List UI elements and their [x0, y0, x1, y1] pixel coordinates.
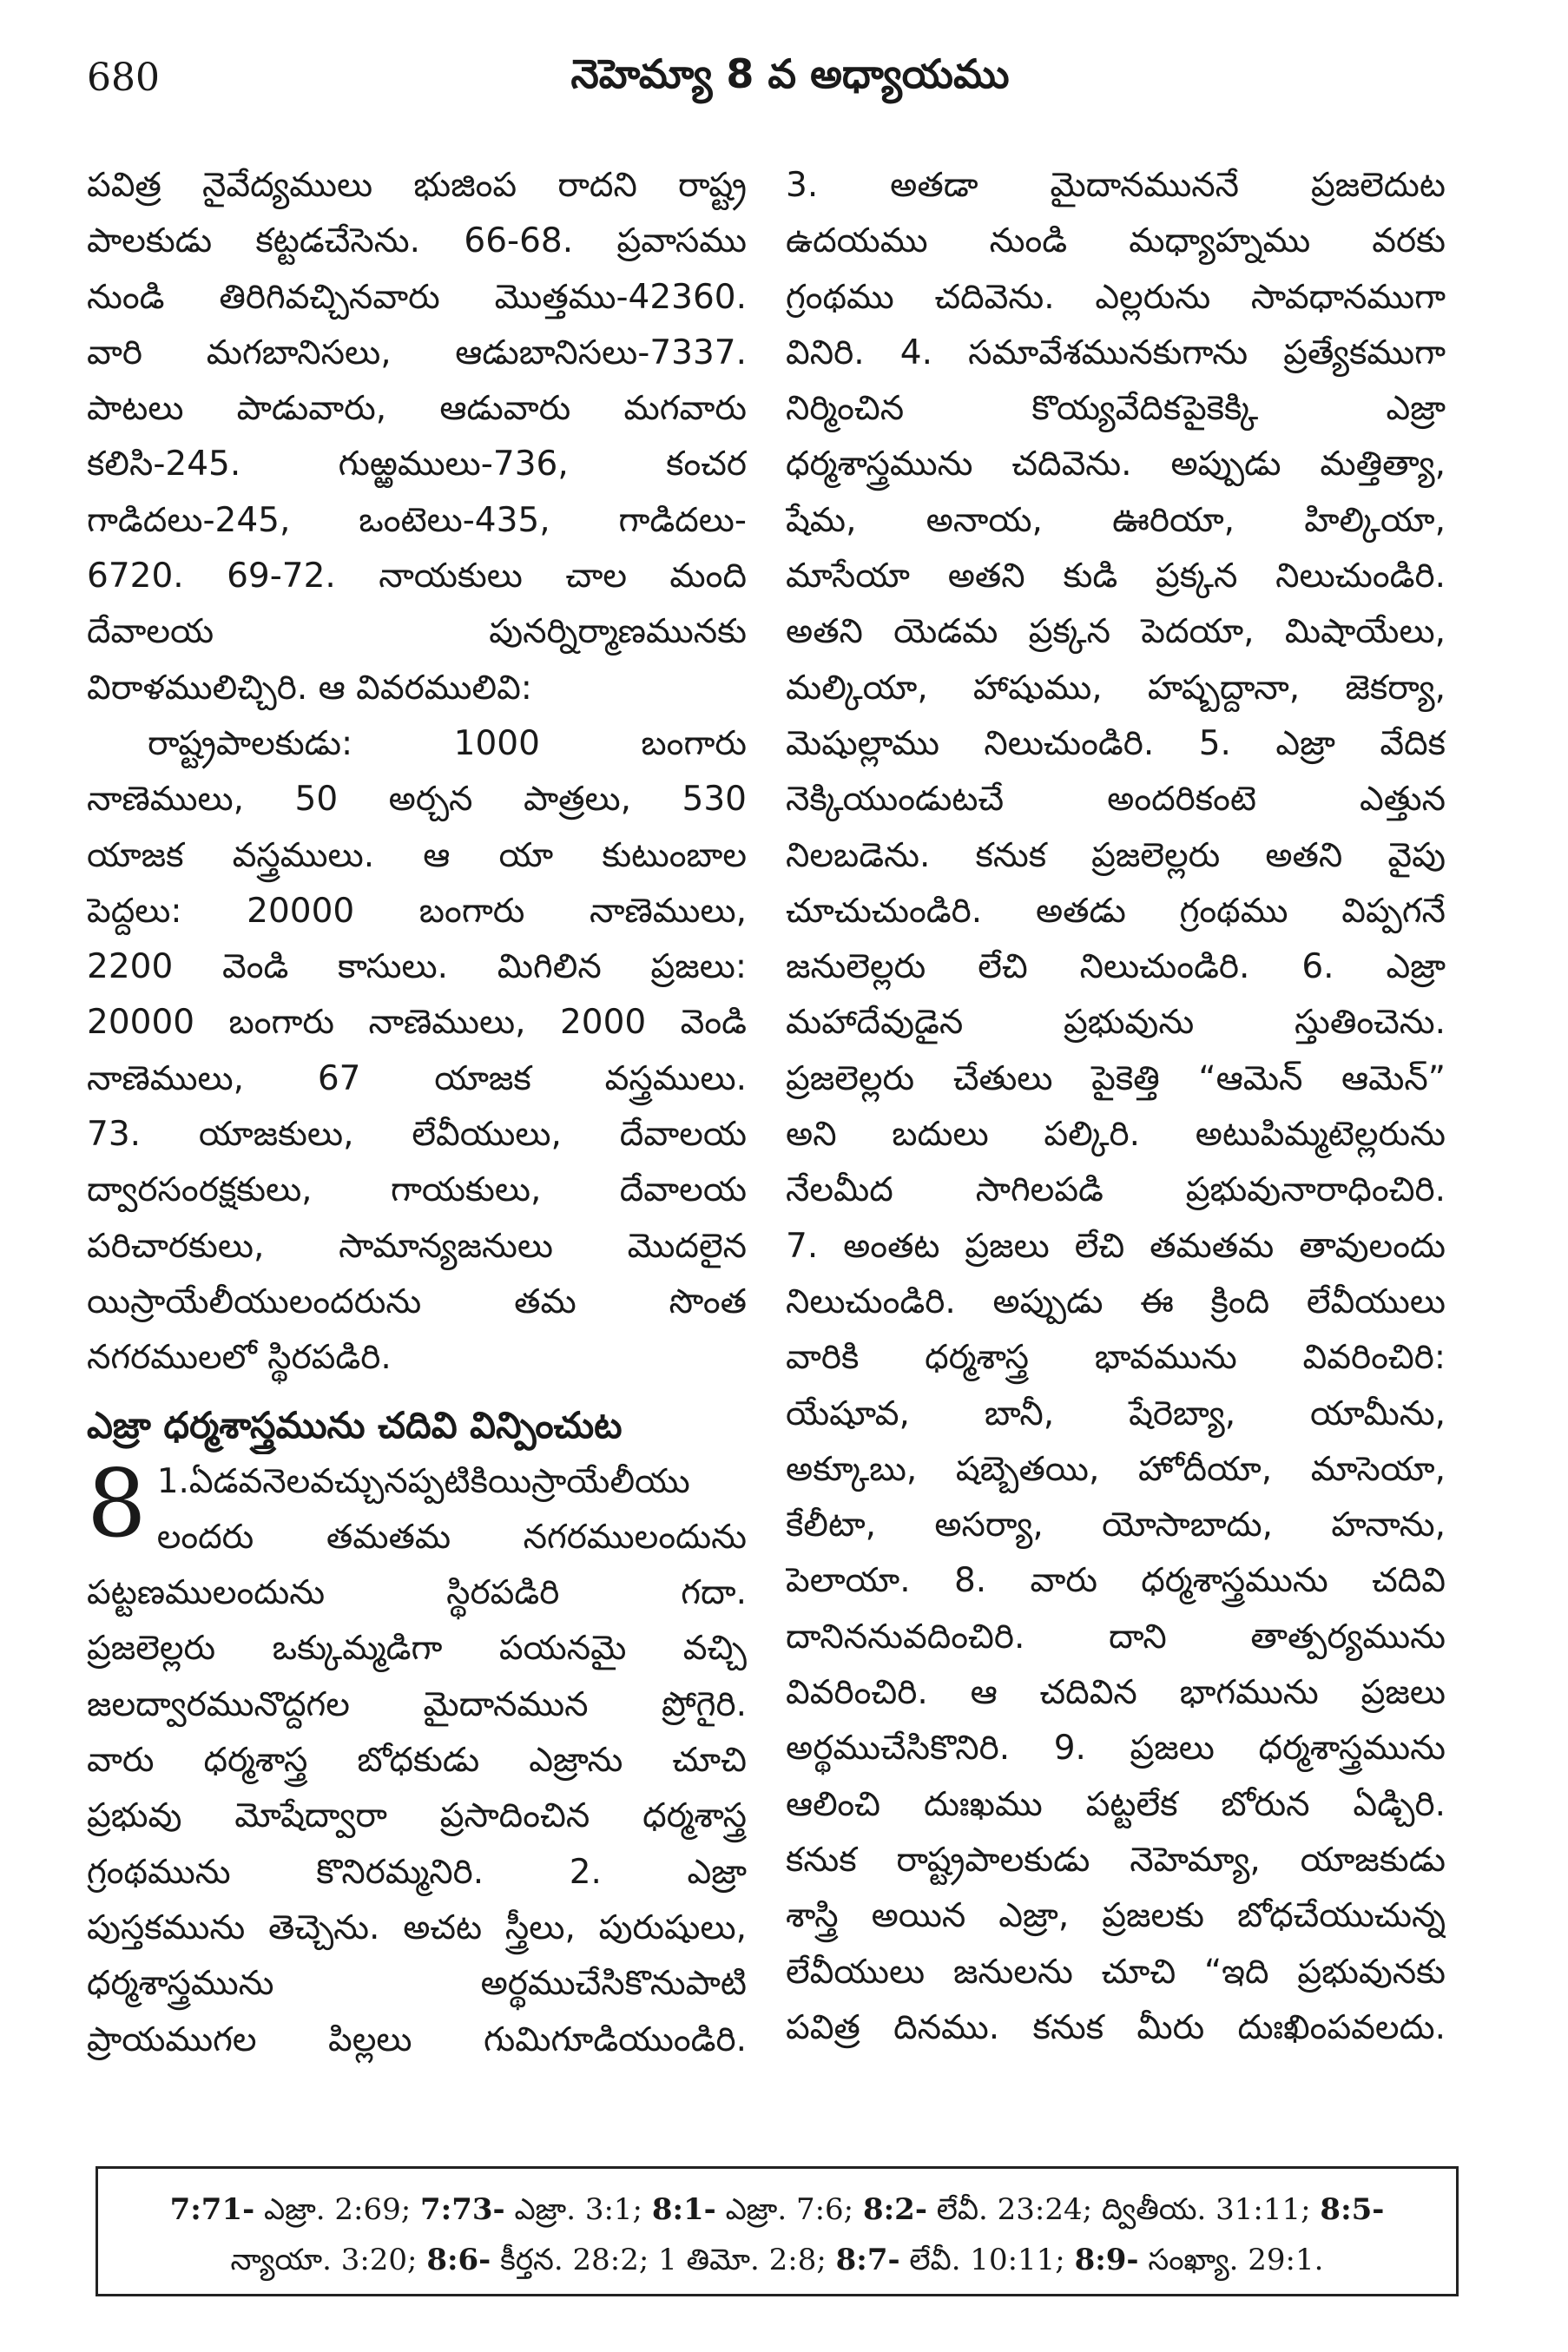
text-line: యాజక వస్త్రములు. ఆ యా కుటుంబాల — [87, 835, 747, 875]
paragraph-right — [786, 158, 1446, 2056]
footnote-line — [133, 2235, 1421, 2285]
cross-reference — [420, 2192, 652, 2227]
text-line: రాష్ట్రపాలకుడు: 1000 బంగారు — [148, 723, 747, 763]
text-line: 2200 వెండి కాసులు. మిగిలిన ప్రజలు: — [87, 947, 747, 987]
right-column — [786, 158, 1446, 2056]
chapter-opening — [87, 1449, 747, 1566]
text-line: లేవీయులు జనులను చూచి “ఇది ప్రభువునకు — [786, 1952, 1446, 1992]
verse-reference: 8:2- — [862, 2192, 927, 2227]
text-line: ప్రజలెల్లరు చేతులు పైకెత్తి “ఆమెన్ ఆమెన్” — [786, 1058, 1446, 1098]
text-line: అక్కూబు, షబ్బెతయి, హోదీయా, మాసెయా, — [786, 1449, 1446, 1489]
text-line: గ్రంథమును కొనిరమ్మనిరి. 2. ఎజ్రా — [87, 1852, 747, 1892]
text-line: షేమ, అనాయ, ఊరియా, హిల్కియా, — [786, 500, 1446, 540]
text-line: అని బదులు పల్కిరి. అటుపిమ్మటెల్లరును — [786, 1115, 1446, 1155]
text-line: పట్టణములందును స్థిరపడిరి గదా. — [87, 1573, 747, 1613]
reference-text: లేవీ. 23:24; ద్వితీయ. 31:11; — [926, 2192, 1321, 2227]
text-line: మెషుల్లాము నిలుచుండిరి. 5. ఎజ్రా వేదిక — [786, 723, 1446, 763]
text-line: ప్రజలెల్లరు ఒక్కుమ్మడిగా పయనమై వచ్చి — [87, 1629, 747, 1669]
text-line: పాలకుడు కట్టడచేసెను. 66-68. ప్రవాసము — [87, 221, 747, 261]
cross-reference — [1075, 2243, 1324, 2277]
text-line: వినిరి. 4. సమావేశమునకుగాను ప్రత్యేకముగా — [786, 333, 1446, 372]
reference-text: లేవీ. 10:11; — [899, 2243, 1075, 2277]
text-line: కనుక రాష్ట్రపాలకుడు నెహెమ్యా, యాజకుడు — [786, 1840, 1446, 1880]
verse-reference: 8:1- — [651, 2192, 716, 2227]
text-line: పాటలు పాడువారు, ఆడువారు మగవారు — [87, 389, 747, 429]
text-line: పవిత్ర నైవేద్యములు భుజింప రాదని రాష్ట్ర — [87, 166, 747, 205]
verse-reference: 8:6- — [426, 2243, 491, 2277]
text-line: నేలమీద సాగిలపడి ప్రభువునారాధించిరి. — [786, 1170, 1446, 1210]
text-line: గాడిదలు-245, ఒంటెలు-435, గాడిదలు- — [87, 500, 747, 540]
text-line: నుండి తిరిగివచ్చినవారు మొత్తము-42360. — [87, 277, 747, 317]
text-line: యేషూవ, బానీ, షేరెబ్యా, యామీను, — [786, 1393, 1446, 1433]
reference-text: ఎజ్రా. 7:6; — [715, 2192, 863, 2227]
text-line: నిలుచుండిరి. అప్పుడు ఈ క్రింది లేవీయులు — [786, 1281, 1446, 1321]
text-line: కేలీటా, అసర్యా, యోసాబాదు, హనాను, — [786, 1505, 1446, 1545]
text-line: దేవాలయ పునర్నిర్మాణమునకు — [87, 612, 747, 652]
text-line: నిర్మించిన కొయ్యవేదికపైకెక్కి ఎజ్రా — [786, 389, 1446, 429]
verse-reference: 8:9- — [1074, 2243, 1139, 2277]
text-line: మల్కియా, హాషుము, హష్బద్దానా, జెకర్యా, — [786, 668, 1446, 708]
text-line: ప్రాయముగల పిల్లలు గుమిగూడియుండిరి. — [87, 2019, 747, 2059]
text-line: నాణెములు, 50 అర్చన పాత్రలు, 530 — [87, 780, 747, 820]
text-line: 6720. 69-72. నాయకులు చాల మంది — [87, 557, 747, 596]
cross-reference — [231, 2243, 427, 2277]
text-line: శాస్త్రి అయిన ఎజ్రా, ప్రజలకు బోధచేయుచున్న — [786, 1896, 1446, 1936]
text-line: పరిచారకులు, సామాన్యజనులు మొదలైన — [87, 1226, 747, 1266]
text-line: నగరములలో స్థిరపడిరి. — [87, 1338, 392, 1378]
text-line: జనులెల్లరు లేచి నిలుచుండిరి. 6. ఎజ్రా — [786, 947, 1446, 987]
text-line: పెలాయా. 8. వారు ధర్మశాస్త్రమును చదివి — [786, 1561, 1446, 1601]
text-line: 3. అతడా మైదానముననే ప్రజలెదుట — [786, 166, 1446, 205]
text-line: ఆలించి దుఃఖము పట్టలేక బోరున ఏడ్చిరి. — [786, 1784, 1446, 1824]
text-line: దానిననువదించిరి. దాని తాత్పర్యమును — [786, 1617, 1446, 1657]
text-line: విరాళములిచ్చిరి. ఆ వివరములివి: — [87, 668, 532, 708]
left-column — [87, 158, 747, 2068]
text-line: లందరు తమతమ నగరములందును — [156, 1517, 747, 1557]
page-number: 680 — [87, 56, 160, 100]
footnote-line — [133, 2184, 1421, 2235]
cross-reference-box — [96, 2166, 1459, 2296]
chapter-number: 8 — [87, 1449, 147, 1558]
paragraph-continued — [87, 158, 747, 716]
text-line: 20000 బంగారు నాణెములు, 2000 వెండి — [87, 1003, 747, 1043]
text-line: జలద్వారమునొద్దగల మైదానమున ప్రోగైరి. — [87, 1684, 747, 1724]
text-line: ఉదయము నుండి మధ్యాహ్నము వరకు — [786, 221, 1446, 261]
text-line: 73. యాజకులు, లేవీయులు, దేవాలయ — [87, 1115, 747, 1155]
verse-reference: 7:73- — [420, 2192, 505, 2227]
text-line: అర్థముచేసికొనిరి. 9. ప్రజలు ధర్మశాస్త్రమును — [786, 1729, 1446, 1769]
text-line: ప్రభువు మోషేద్వారా ప్రసాదించిన ధర్మశాస్త్ర — [87, 1796, 747, 1836]
cross-reference — [863, 2192, 1320, 2227]
verse-reference: 8:7- — [835, 2243, 900, 2277]
text-line: వారు ధర్మశాస్త్ర బోధకుడు ఎజ్రాను చూచి — [87, 1741, 747, 1781]
verse-reference: 7:71- — [169, 2192, 255, 2227]
text-line: అతని యెడమ ప్రక్కన పెదయా, మిషాయేలు, — [786, 612, 1446, 652]
text-line: పవిత్ర దినము. కనుక మీరు దుఃఖింపవలదు. — [786, 2007, 1446, 2047]
cross-reference — [170, 2192, 420, 2227]
text-line: మాసేయా అతని కుడి ప్రక్కన నిలుచుండిరి. — [786, 557, 1446, 596]
text-line: ధర్మశాస్త్రమును చదివెను. అప్పుడు మత్తిత్యా, — [786, 445, 1446, 484]
text-line: ధర్మశాస్త్రమును అర్థముచేసికొనుపాటి — [87, 1964, 747, 2004]
text-line: గ్రంథము చదివెను. ఎల్లరును సావధానముగా — [786, 277, 1446, 317]
text-line: నిలబడెను. కనుక ప్రజలెల్లరు అతని వైపు — [786, 835, 1446, 875]
text-line: వారి మగబానిసలు, ఆడుబానిసలు-7337. — [87, 333, 747, 372]
cross-reference — [1320, 2192, 1384, 2227]
text-line: వివరించిరి. ఆ చదివిన భాగమును ప్రజలు — [786, 1673, 1446, 1713]
text-line: పెద్దలు: 20000 బంగారు నాణెములు, — [87, 891, 747, 931]
text-line: యిస్రాయేలీయులందరును తమ సొంత — [87, 1281, 747, 1321]
drop-lines — [87, 1449, 747, 1566]
text-line: 7. అంతట ప్రజలు లేచి తమతమ తావులందు — [786, 1226, 1446, 1266]
text-line: ద్వారసంరక్షకులు, గాయకులు, దేవాలయ — [87, 1170, 747, 1210]
text-line: నాణెములు, 67 యాజక వస్త్రములు. — [87, 1058, 747, 1098]
running-title: నెహెమ్యా 8 వ అధ్యాయము — [570, 50, 1010, 97]
text-line: వారికి ధర్మశాస్త్ర భావమును వివరించిరి: — [786, 1338, 1446, 1378]
section-heading: ఎజ్రా ధర్మశాస్త్రమును చదివి విన్పించుట — [87, 1403, 623, 1446]
paragraph-chapter-8 — [87, 1565, 747, 2068]
text-line: కలిసి-245. గుఱ్ఱములు-736, కంచర — [87, 445, 747, 484]
reference-text: ఎజ్రా. 2:69; — [254, 2192, 421, 2227]
reference-text: న్యాయా. 3:20; — [230, 2243, 427, 2277]
verse-reference: 8:5- — [1320, 2192, 1385, 2227]
cross-reference — [426, 2243, 835, 2277]
page-header — [87, 43, 1493, 113]
text-line: నెక్కియుండుటచే అందరికంటె ఎత్తున — [786, 780, 1446, 820]
text-line: పుస్తకమును తెచ్చెను. అచట స్త్రీలు, పురుషులు, — [87, 1907, 747, 1947]
reference-text: సంఖ్యా. 29:1. — [1138, 2243, 1324, 2277]
cross-reference — [652, 2192, 863, 2227]
reference-text: కీర్తన. 28:2; 1 తిమో. 2:8; — [491, 2243, 836, 2277]
text-line: 1.ఏడవనెలవచ్చునప్పటికియిస్రాయేలీయు — [156, 1461, 690, 1501]
text-line: చూచుచుండిరి. అతడు గ్రంథము విప్పగనే — [786, 891, 1446, 931]
paragraph-contributions — [87, 716, 747, 1387]
cross-reference — [836, 2243, 1075, 2277]
reference-text: ఎజ్రా. 3:1; — [504, 2192, 652, 2227]
text-line: మహాదేవుడైన ప్రభువును స్తుతించెను. — [786, 1003, 1446, 1043]
